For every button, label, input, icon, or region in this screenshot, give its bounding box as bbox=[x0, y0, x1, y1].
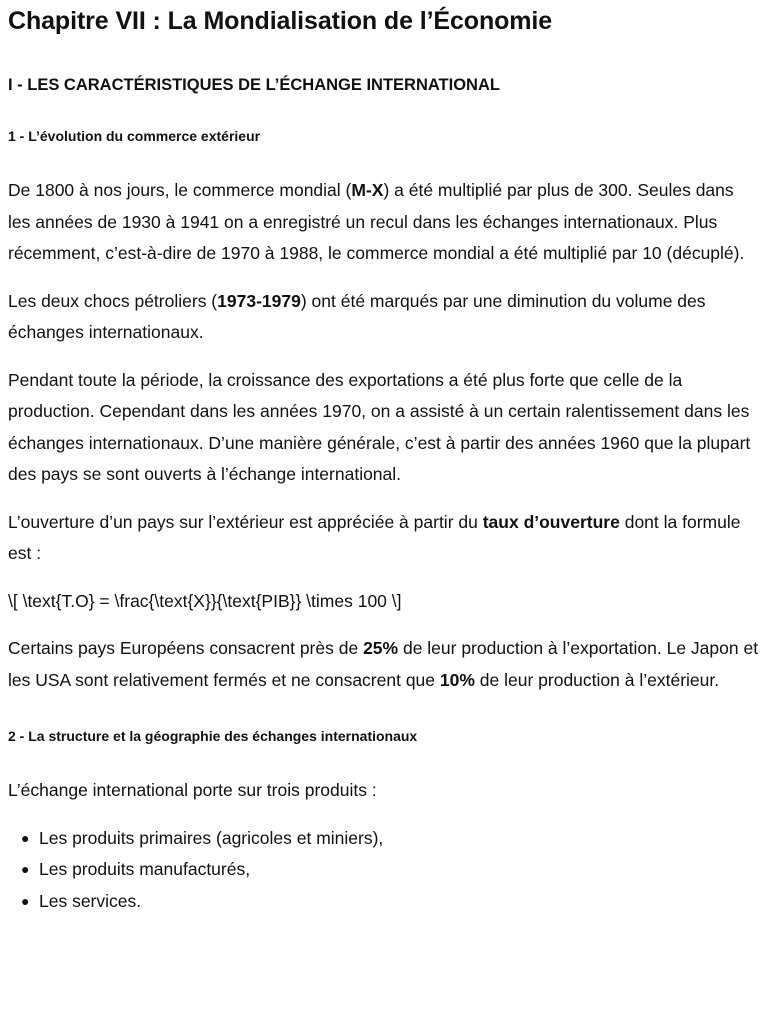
section-heading: I - LES CARACTÉRISTIQUES DE L’ÉCHANGE INTERNATIONAL bbox=[8, 76, 500, 94]
paragraph-exports-growth: Pendant toute la période, la croissance des exportations a été plus forte que celle de la production. Cependant dans les années 1970, on a assisté à un certain ralentissement dans les échanges internationaux. D’une manière générale, c’est à partir des années 1960 que la plupart des pays se sont ouverts à l’échange international. bbox=[8, 369, 751, 484]
bold-term-taux: taux d’ouverture bbox=[482, 511, 620, 532]
list-item: ● Les produits primaires (agricoles et miniers), bbox=[8, 823, 760, 855]
formula-line: \[ \text{T.O} = \frac{\text{X}}{\text{PIB}} \times 100 \] bbox=[8, 590, 402, 611]
paragraph-world-trade: De 1800 à nos jours, le commerce mondial (M-X) a été multiplié par plus de 300. Seules dans les années de 1930 à 1941 on a enregistré un recul dans les échanges internationaux. Plus récemment, c’est-à-dire de 1970 à 1988, le commerce mondial a été multiplié par 10 (décuplé). bbox=[8, 180, 745, 263]
bold-term-mx: M-X bbox=[351, 180, 384, 200]
paragraph-openness: L’ouverture d’un pays sur l’extérieur est appréciée à partir du taux d’ouverture dont la formule est : bbox=[8, 511, 741, 563]
bullet-icon: ● bbox=[21, 829, 30, 846]
bullet-icon: ● bbox=[21, 892, 30, 909]
subsection-heading-1: 1 - L’évolution du commerce extérieur bbox=[8, 128, 261, 144]
chapter-title: Chapitre VII : La Mondialisation de l’Économie bbox=[8, 7, 553, 35]
bullet-icon: ● bbox=[21, 861, 30, 877]
bold-term-25: 25% bbox=[363, 638, 399, 658]
paragraph-oil-shocks: Les deux chocs pétroliers (1973-1979) ont été marqués par une diminution du volume des échanges internationaux. bbox=[8, 290, 706, 342]
products-list bbox=[8, 823, 760, 918]
bold-term-years: 1973-1979 bbox=[217, 290, 301, 311]
paragraph-export-share: Certains pays Européens consacrent près de 25% de leur production à l’exportation. Le Japon et les USA sont relativement fermés et ne consacrent que 10% de leur production à l’extérieur. bbox=[8, 638, 759, 690]
subsection-heading-2: 2 - La structure et la géographie des échanges internationaux bbox=[8, 728, 418, 744]
document-page bbox=[8, 0, 760, 917]
paragraph-products-intro: L’échange international porte sur trois produits : bbox=[8, 780, 377, 800]
list-item: ● Les services. bbox=[8, 886, 760, 918]
list-item: ● Les produits manufacturés, bbox=[8, 854, 760, 886]
bold-term-10: 10% bbox=[439, 669, 475, 690]
